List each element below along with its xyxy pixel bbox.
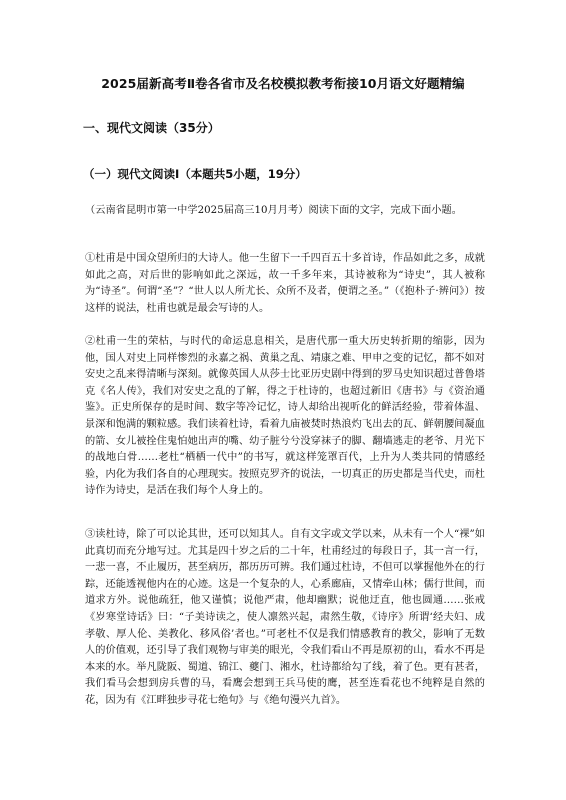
paragraph-1: ①杜甫是中国众望所归的大诗人。他一生留下一千四百五十多首诗，作品如此之多，成就如此之高，对后世的影响如此之深远，故一千多年来，其诗被称为“诗史”，其人被称为“诗圣”。何谓“圣”？“世人以人所尤长、众所不及者，便谓之圣。”（《抱朴子·辨问》）按这样的说法，杜甫也就是最会写诗的人。 <box>85 253 485 314</box>
paragraph-2: ②杜甫一生的荣枯，与时代的命运息息相关，是唐代那一重大历史转折期的缩影，因为他，国人对史上同样惨烈的永嘉之祸、黄巢之乱、靖康之难、甲申之变的记忆，都不如对安史之乱来得清晰与深刻。就像英国人从莎士比亚历史剧中得到的罗马史知识超过普鲁塔克《名人传》，我们对安史之乱的了解，得之于杜诗的，也超过新旧《唐书》与《资治通鉴》。正史所保存的是时间、数字等冷记忆，诗人却给出视听化的鲜活经验，带着体温、景深和饱满的颗粒感。我们读着杜诗，看着九庙被焚时热浪灼飞出去的瓦、鲜朝腰间凝血的箭、女儿被拴住鬼怕她出声的嘴、幼子脏兮兮没穿袜子的脚、翻墙逃走的老爷、月光下的战地白骨……老杜“栖栖一代中”的书写，就这样笼罩百代，上升为人类共同的情感经验，内化为我们各自的心理现实。按照克罗齐的说法，一切真正的历史都是当代史，而杜诗作为诗史，是活在我们每个人身上的。 <box>85 336 485 497</box>
section-heading: 一、现代文阅读（35分） <box>83 121 220 135</box>
paragraph-3: ③读杜诗，除了可以论其世，还可以知其人。自有文字或文学以来，从未有一个人“裸”如此真切而充分地写过。尤其是四十岁之后的二十年，杜甫经过的每段日子，其一言一行，一悲一喜，不止履历，甚至病历，都历历可辨。我们通过杜诗，不但可以掌握他外在的行踪，还能透视他内在的心迹。这是一个复杂的人，心系廊庙，又情牵山林；儒行世间，而道求方外。说他疏狂，他又谨慎；说他严肃，他却幽默；说他迂直，他也圆通……张戒《岁寒堂诗话》曰：“子美诗读之，使人凛然兴起，肃然生敬，《诗序》所谓‘经夫妇、成孝敬、厚人伦、美教化、移风俗’者也。”可老杜不仅是我们情感教育的教父，影响了无数人的价值观，还引导了我们观物与审美的眼光，令我们看山不再是原初的山，看水不再是本来的水。举凡陇阪、蜀道、锦江、夔门、湘水，杜诗都给勾了线，着了色。更有甚者，我们看马会想到房兵曹的马，看鹰会想到王兵马使的鹰，甚至连看花也不纯粹是自然的花，因为有《江畔独步寻花七绝句》与《绝句漫兴九首》。 <box>85 529 485 706</box>
reading-intro: （云南省昆明市第一中学2025届高三10月月考）阅读下面的文字，完成下面小题。 <box>85 205 463 216</box>
document-title: 2025届新高考Ⅱ卷各省市及名校模拟教考衔接10月语文好题精编 <box>101 76 465 91</box>
subsection-heading: （一）现代文阅读Ⅰ（本题共5小题，19分） <box>83 167 307 181</box>
